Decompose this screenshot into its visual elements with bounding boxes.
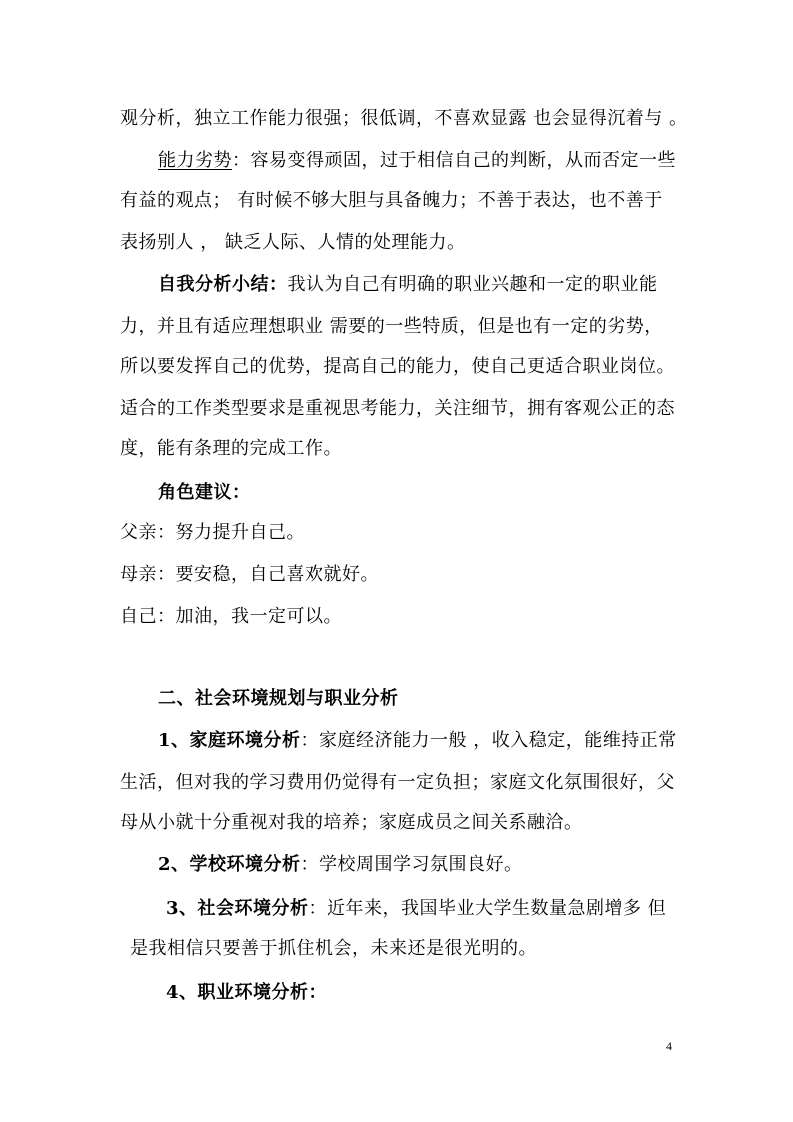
family-text: ：家庭经济能力一般 ，收入稳定，能维持正常 <box>300 730 677 751</box>
society-heading: 3、社会环境分析 <box>166 898 309 919</box>
family-heading: 1、家庭环境分析 <box>158 730 301 751</box>
weakness-heading: 能力劣势 <box>158 150 232 171</box>
weakness-line-1 <box>158 148 676 174</box>
family-line-1 <box>158 728 677 754</box>
family-line-3: 母从小就十分重视对我的培养；家庭成员之间关系融洽。 <box>120 812 583 833</box>
summary-heading: 自我分析小结： <box>158 274 288 295</box>
weakness-line-3: 表扬别人 ， 缺乏人际、人情的处理能力。 <box>120 232 466 253</box>
role-advice-mother: 母亲：要安稳，自己喜欢就好。 <box>120 564 379 585</box>
summary-line-5: 度，能有条理的完成工作。 <box>120 438 342 459</box>
summary-line-2: 力，并且有适应理想职业 需要的一些特质，但是也有一定的劣势， <box>120 316 663 337</box>
role-advice-father: 父亲：努力提升自己。 <box>120 522 305 543</box>
summary-line-1 <box>158 272 658 298</box>
school-text: ：学校周围学习氛围良好。 <box>300 854 523 875</box>
weakness-line-2: 有益的观点； 有时候不够大胆与具备魄力；不善于表达，也不善于 <box>120 190 663 211</box>
summary-line-4: 适合的工作类型要求是重视思考能力，关注细节，拥有客观公正的态 <box>120 398 675 419</box>
society-text: ：近年来，我国毕业大学生数量急剧增多 但 <box>308 898 667 919</box>
role-advice-heading: 角色建议： <box>158 482 251 503</box>
summary-text: 我认为自己有明确的职业兴趣和一定的职业能 <box>287 274 658 295</box>
society-line-1 <box>166 896 666 922</box>
career-heading: 4、职业环境分析： <box>166 982 328 1003</box>
family-line-2: 生活，但对我的学习费用仍觉得有一定负担；家庭文化氛围很好，父 <box>120 772 675 793</box>
school-line-1 <box>158 852 523 878</box>
society-line-2: 是我相信只要善于抓住机会，未来还是很光明的。 <box>130 938 537 959</box>
weakness-text: ：容易变得顽固，过于相信自己的判断，从而否定一些 <box>232 150 676 171</box>
page-number: 4 <box>666 1039 672 1053</box>
summary-line-3: 所以要发挥自己的优势，提高自己的能力，使自己更适合职业岗位。 <box>120 356 675 377</box>
role-advice-self: 自己：加油，我一定可以。 <box>120 606 342 627</box>
school-heading: 2、学校环境分析 <box>158 854 301 875</box>
personality-line-1: 观分析，独立工作能力很强；很低调，不喜欢显露 也会显得沉着与 。 <box>120 108 688 129</box>
section-2-title: 二、社会环境规划与职业分析 <box>158 688 399 709</box>
